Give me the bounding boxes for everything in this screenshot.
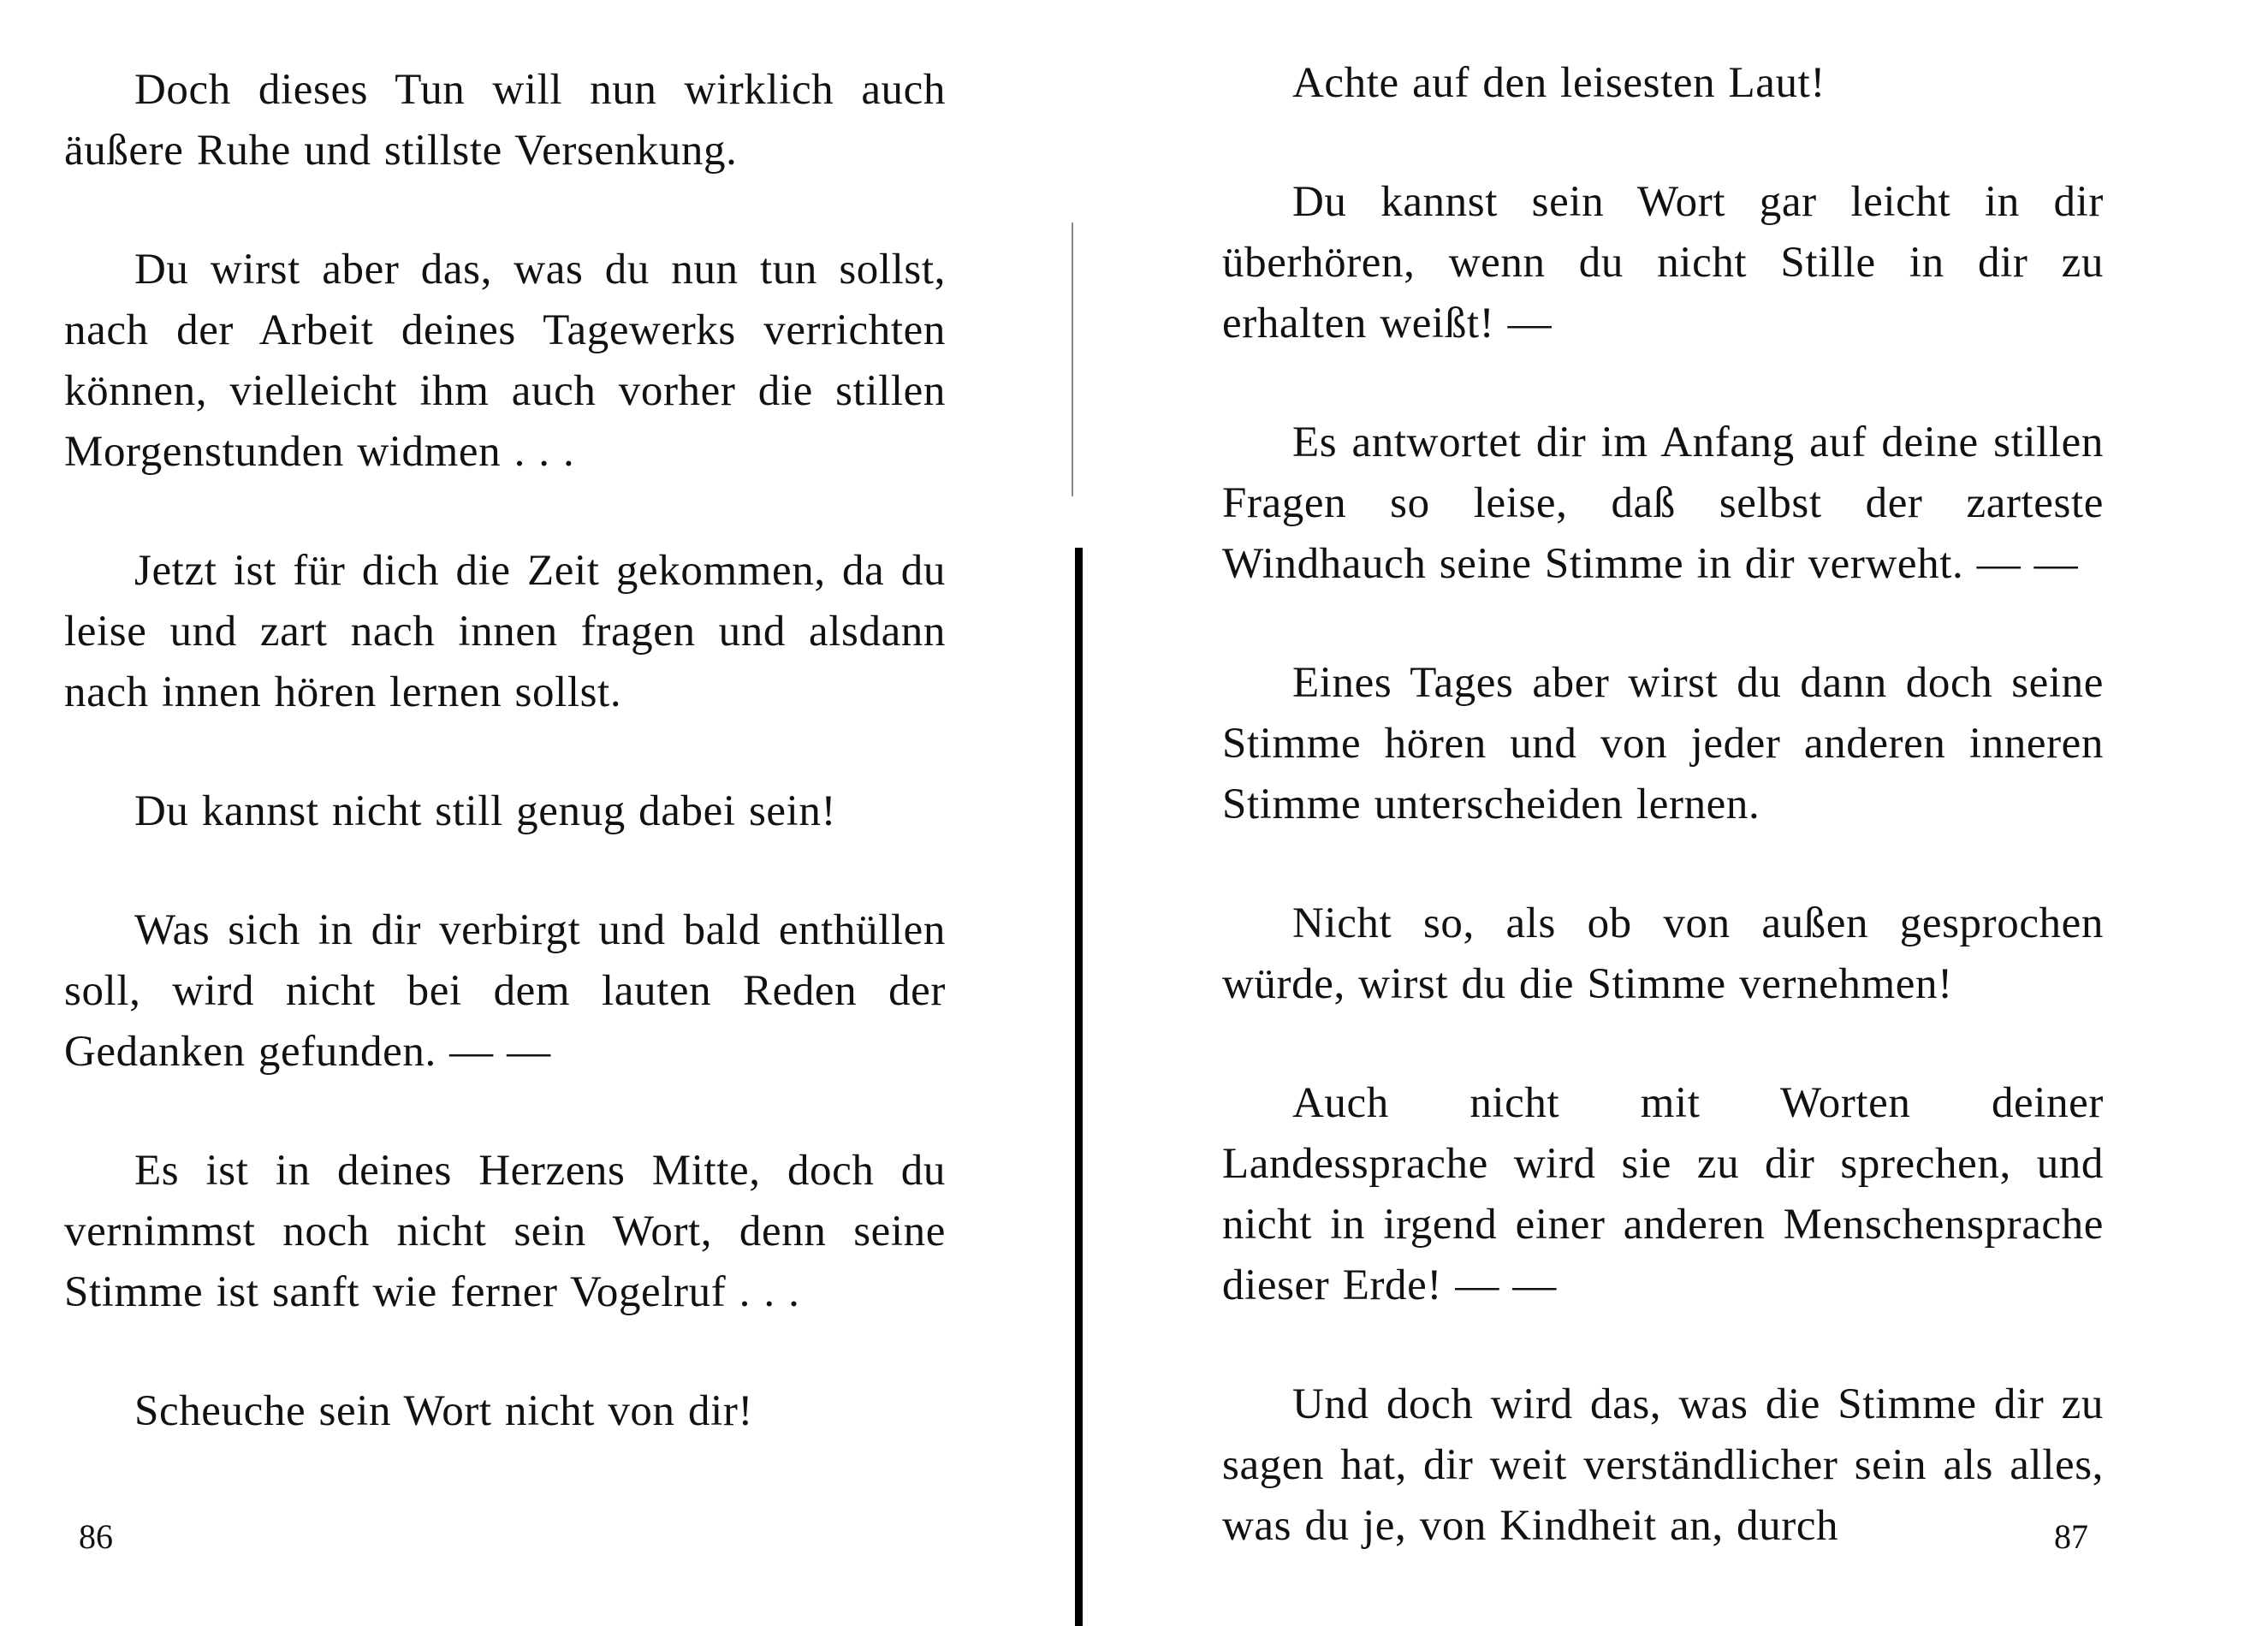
paragraph: Doch dieses Tun will nun wirklich auch äußere Ruhe und stillste Versenkung. [64,66,946,175]
left-page-text [64,60,946,1500]
paragraph: Jetzt ist für dich die Zeit gekommen, da du leise und zart nach innen fragen und alsdann nach innen hören lernen sollst. [64,547,946,716]
paragraph: Und doch wird das, was die Stimme dir zu sagen hat, dir weit verständlicher sein als alles, was du je, von Kindheit an, durch [1222,1380,2104,1550]
gutter-shadow-faint [1072,223,1073,496]
paragraph: Auch nicht mit Worten deiner Landessprache wird sie zu dir sprechen, und nicht in irgend einer anderen Menschensprache dieser Erde! — — [1222,1079,2104,1309]
right-page-text [1222,53,2104,1615]
paragraph: Achte auf den leisesten Laut! [1292,59,1826,107]
paragraph: Was sich in dir verbirgt und bald enthüllen soll, wird nicht bei dem lauten Reden der Gedanken gefunden. — — [64,906,946,1076]
right-page [1113,0,2268,1626]
page-number-left: 86 [79,1517,113,1556]
paragraph: Es ist in deines Herzens Mitte, doch du vernimmst noch nicht sein Wort, denn seine Stimme ist sanft wie ferner Vogelruf . . . [64,1147,946,1316]
paragraph: Du wirst aber das, was du nun tun sollst, nach der Arbeit deines Tagewerks verrichten können, vielleicht ihm auch vorher die stillen Morgenstunden widmen . . . [64,246,946,476]
paragraph: Nicht so, als ob von außen gesprochen würde, wirst du die Stimme vernehmen! [1222,899,2104,1008]
paragraph: Du kannst sein Wort gar leicht in dir überhören, wenn du nicht Stille in dir zu erhalten weißt! — [1222,178,2104,347]
book-gutter [1070,0,1104,1626]
paragraph: Du kannst nicht still genug dabei sein! [134,787,837,835]
left-page [0,0,1061,1626]
paragraph: Scheuche sein Wort nicht von dir! [134,1387,754,1435]
page-number-right: 87 [2054,1517,2088,1556]
paragraph: Es antwortet dir im Anfang auf deine stillen Fragen so leise, daß selbst der zarteste Windhauch seine Stimme in dir verweht. — — [1222,418,2104,588]
paragraph: Eines Tages aber wirst du dann doch seine Stimme hören und von jeder anderen inneren Stimme unterscheiden lernen. [1222,659,2104,828]
gutter-shadow-dark [1075,548,1083,1626]
